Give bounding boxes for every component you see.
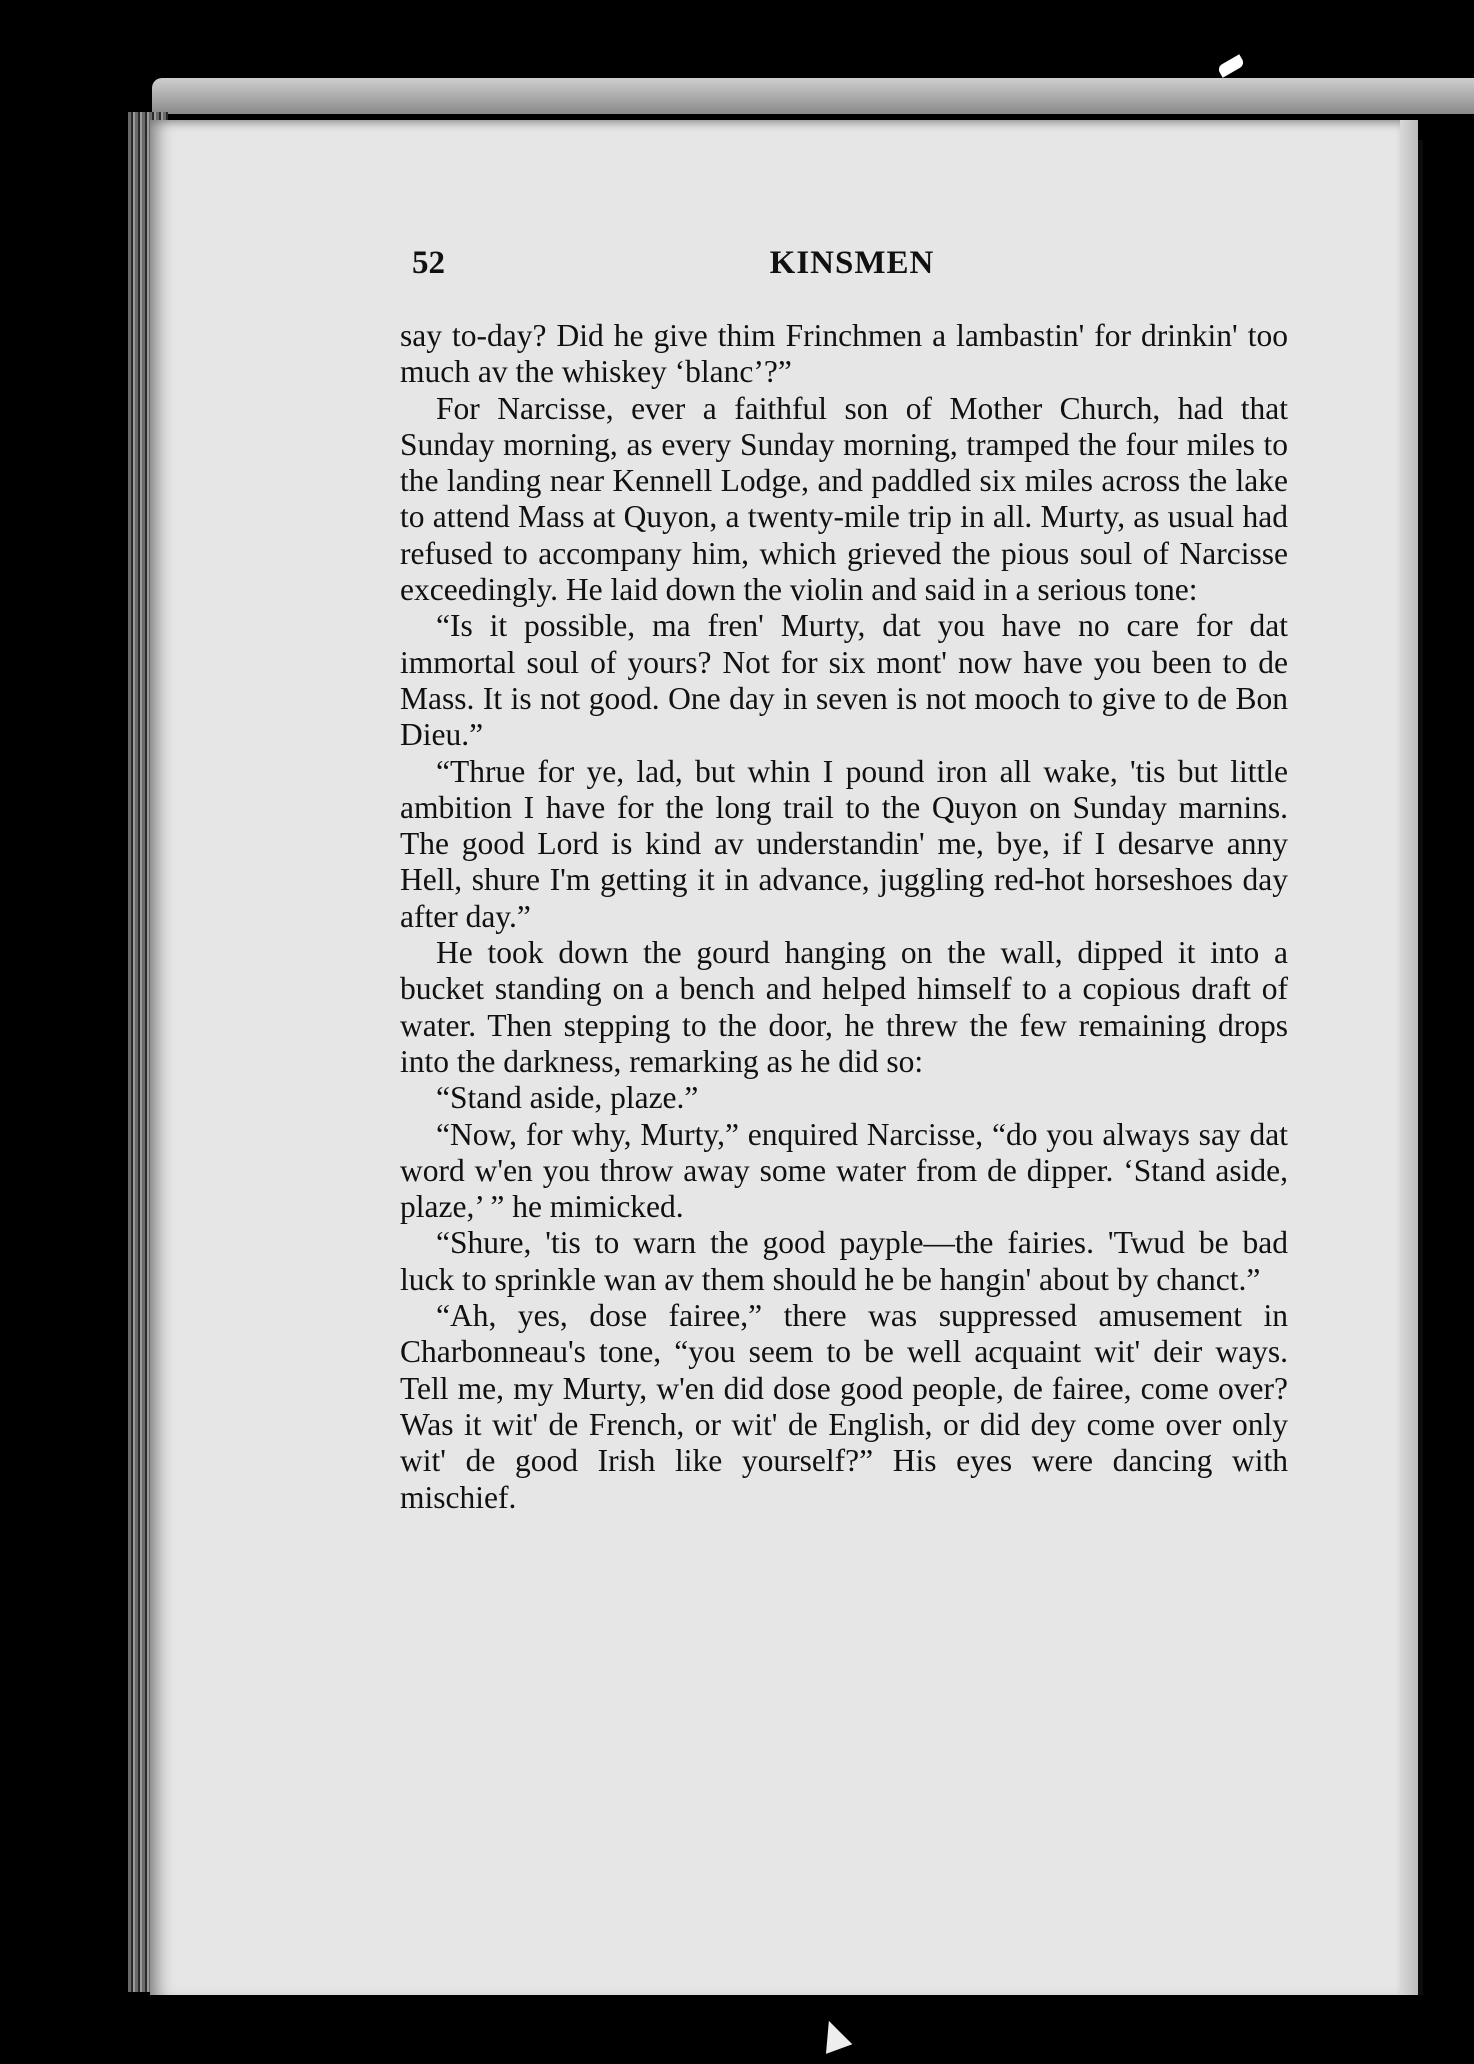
running-head: KINSMEN (769, 245, 935, 281)
body-text (400, 318, 1288, 1516)
paragraph: say to-day? Did he give thim Frinchmen a lambastin' for drinkin' too much av the whiskey ‘blanc’?” (400, 318, 1288, 390)
scan-artifact-top (1217, 54, 1246, 77)
paragraph: He took down the gourd hanging on the wall, dipped it into a bucket standing on a bench and helped himself to a copious draft of water. Then stepping to the door, he threw the few remaining drops into the darkness, remarking as he did so: (400, 935, 1288, 1079)
page-header (412, 245, 1292, 291)
gutter-shadow (1418, 140, 1423, 1995)
paragraph: “Is it possible, ma fren' Murty, dat you have no care for dat immortal soul of yours? Not for six mont' now have you been to de Mass. It is not good. One day in seven is not mooch to give to de Bon Dieu.” (400, 608, 1288, 753)
paragraph: “Thrue for ye, lad, but whin I pound iron all wake, 'tis but little ambition I have for the long trail to the Quyon on Sunday marnins. The good Lord is kind av understandin' me, bye, if I desarve anny Hell, shure I'm getting it in advance, juggling red-hot horseshoes day after day.” (400, 753, 1288, 934)
page-number: 52 (412, 245, 445, 281)
paragraph: “Stand aside, plaze.” (436, 1080, 699, 1116)
book-top-edge (152, 78, 1474, 114)
paragraph: “Shure, 'tis to warn the good payple—the fairies. 'Twud be bad luck to sprinkle wan av them should he be hangin' about by chanct.” (400, 1225, 1288, 1297)
facing-page-strip (1400, 120, 1418, 1995)
paragraph: “Now, for why, Murty,” enquired Narcisse, “do you always say dat word w'en you throw away some water from de dipper. ‘Stand aside, plaze,’ ” he mimicked. (400, 1116, 1288, 1225)
paragraph: For Narcisse, ever a faithful son of Mother Church, had that Sunday morning, as every Sunday morning, tramped the four miles to the landing near Kennell Lodge, and paddled six miles across the lake to attend Mass at Quyon, a twenty-mile trip in all. Murty, as usual had refused to accompany him, which grieved the pious soul of Narcisse exceedingly. He laid down the violin and said in a serious tone: (400, 390, 1288, 608)
scan-artifact-bottom (816, 2016, 853, 2054)
paragraph: “Ah, yes, dose fairee,” there was suppressed amusement in Charbonneau's tone, “you seem to be well acquaint wit' deir ways. Tell me, my Murty, w'en did dose good people, de fairee, come over? Was it wit' de French, or wit' de English, or did dey come over only wit' de good Irish like yourself?” His eyes were dancing with mischief. (400, 1298, 1288, 1515)
